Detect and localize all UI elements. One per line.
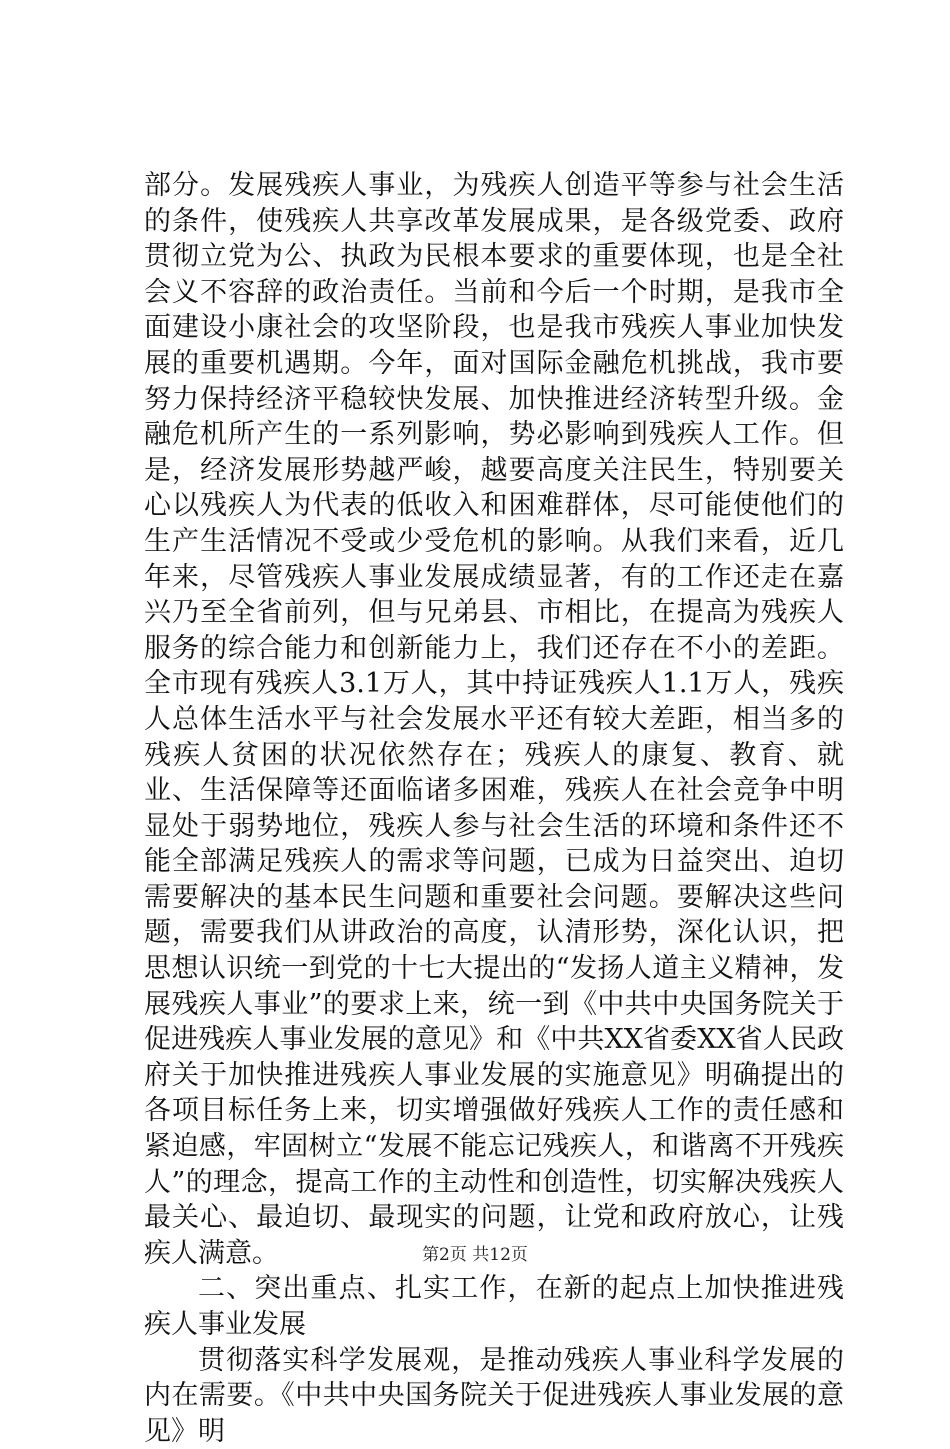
page-number-footer: 第2页 共12页 <box>422 1245 528 1265</box>
paragraph: 贯彻落实科学发展观，是推动残疾人事业科学发展的内在需要。《中共中央国务院关于促进残疾人事业发展的意见》明 <box>144 1344 844 1447</box>
section-heading: 二、突出重点、扎实工作，在新的起点上加快推进残疾人事业发展 <box>144 1273 844 1340</box>
paragraph-continuation: 部分。发展残疾人事业，为残疾人创造平等参与社会生活的条件，使残疾人共享改革发展成果，是各级党委、政府贯彻立党为公、执政为民根本要求的重要体现，也是全社会义不容辞的政治责任。当前和今后一个时期，是我市全面建设小康社会的攻坚阶段，也是我市残疾人事业加快发展的重要机遇期。今年，面对国际金融危机挑战，我市要努力保持经济平稳较快发展、加快推进经济转型升级。金融危机所产生的一系列影响，势必影响到残疾人工作。但是，经济发展形势越严峻，越要高度关注民生，特别要关心以残疾人为代表的低收入和困难群体，尽可能使他们的生产生活情况不受或少受危机的影响。从我们来看，近几年来，尽管残疾人事业发展成绩显著，有的工作还走在嘉兴乃至全省前列，但与兄弟县、市相比，在提高为残疾人服务的综合能力和创新能力上，我们还存在不小的差距。全市现有残疾人3.1万人，其中持证残疾人1.1万人，残疾人总体生活水平与社会发展水平还有较大差距，相当多的残疾人贫困的状况依然存在；残疾人的康复、教育、就业、生活保障等还面临诸多困难，残疾人在社会竞争中明显处于弱势地位，残疾人参与社会生活的环境和条件还不能全部满足残疾人的需求等问题，已成为日益突出、迫切需要解决的基本民生问题和重要社会问题。要解决这些问题，需要我们从讲政治的高度，认清形势，深化认识，把思想认识统一到党的十七大提出的“发扬人道主义精神，发展残疾人事业”的要求上来，统一到《中共中央国务院关于促进残疾人事业发展的意见》和《中共XX省委XX省人民政府关于加快推进残疾人事业发展的实施意见》明确提出的各项目标任务上来，切实增强做好残疾人工作的责任感和紧迫感，牢固树立“发展不能忘记残疾人，和谐离不开残疾人”的理念，提高工作的主动性和创造性，切实解决残疾人最关心、最迫切、最现实的问题，让党和政府放心，让残疾人满意。 <box>144 170 844 1269</box>
